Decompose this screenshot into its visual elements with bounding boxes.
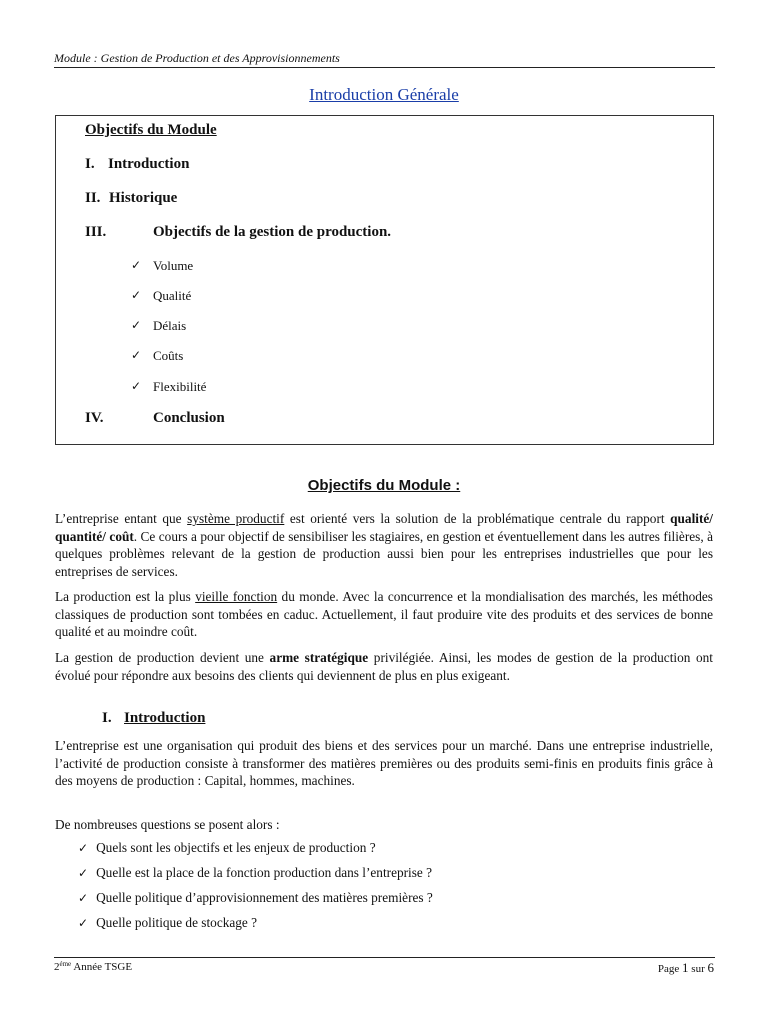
check-icon: ✓ xyxy=(131,288,142,302)
footer-rule xyxy=(54,957,715,958)
toc-item-label: Objectifs de la gestion de production. xyxy=(153,224,392,240)
paragraph-objectifs-1: L’entreprise entant que système productif est orienté vers la solution de la problématique centrale du rapport qualité/ quantité/ coût. Ce cours a pour objectif de sensibiliser les stagiaires, en gestion et éventuellement dans les autres filières, à quelques problèmes relevant de la gestion de production aussi bien pour les entreprises industrielles que pour les entreprises de services. xyxy=(55,511,713,579)
section-heading-objectifs: Objectifs du Module : xyxy=(307,477,461,494)
question-item: ✓ Quelle est la place de la fonction production dans l’entreprise ? xyxy=(78,865,433,880)
toc-box: Objectifs du Module I. Introduction II. Historique III. Objectifs de la gestion de production. ✓ Volume ✓ Qualité ✓ Délais ✓ Coûts ✓ Flexibilité IV. Conclusion xyxy=(55,115,714,445)
question-item: ✓ Quels sont les objectifs et les enjeux de production ? xyxy=(78,840,376,855)
question-item: ✓ Quelle politique de stockage ? xyxy=(78,915,258,930)
page-number: Page 1 sur 6 xyxy=(657,960,714,975)
toc-item-number: I. xyxy=(85,156,95,172)
check-icon: ✓ xyxy=(131,379,142,393)
bold-term: qualité/ quantité/ coût xyxy=(55,511,713,544)
check-icon: ✓ xyxy=(131,318,142,332)
section-title: Introduction xyxy=(124,710,206,726)
paragraph-objectifs-3: La gestion de production devient une arme stratégique privilégiée. Ainsi, les modes de gestion de la production ont évolué pour répondre aux besoins des clients qui deviennent de plus en plus exigeant. xyxy=(55,650,713,683)
toc-item-number: III. xyxy=(85,224,107,240)
toc-item-label: Conclusion xyxy=(153,410,225,426)
toc-item-label: Historique xyxy=(109,190,178,206)
toc-item-number: IV. xyxy=(85,410,104,426)
toc-heading: Objectifs du Module xyxy=(85,122,217,138)
paragraph-introduction-2: De nombreuses questions se posent alors : xyxy=(55,817,280,832)
check-icon: ✓ xyxy=(131,258,142,272)
bold-term: arme stratégique xyxy=(269,650,369,665)
question-item: ✓ Quelle politique d’approvisionnement des matières premières ? xyxy=(78,890,433,905)
toc-item-number: II. xyxy=(85,190,101,206)
check-icon: ✓ xyxy=(78,916,89,930)
underlined-term: système productif xyxy=(187,511,285,526)
check-icon: ✓ xyxy=(78,891,89,905)
paragraph-introduction-1: L’entreprise est une organisation qui produit des biens et des services pour un marché. Dans une entreprise industrielle, l’activité de production consiste à transformer des matières premières ou des produits semi-finis en produits finis grâce à des moyens de production : Capital, hommes, machines. xyxy=(55,738,713,788)
document-title: Introduction Générale xyxy=(309,85,459,104)
check-icon: ✓ xyxy=(78,841,89,855)
toc-item-label: Introduction xyxy=(108,156,190,172)
paragraph-objectifs-2: La production est la plus vieille fonction du monde. Avec la concurrence et la mondialisation des marchés, les méthodes classiques de production sont tombées en caduc. Actuellement, il faut produire vite des produits et des services de bonne qualité et au moindre coût. xyxy=(55,589,713,639)
footer-class-label: $2^{éme}$ Année TSGE xyxy=(54,960,133,973)
running-header: Module : Gestion de Production et des Approvisionnements xyxy=(54,51,340,65)
header-rule xyxy=(54,67,715,68)
check-icon: ✓ xyxy=(78,866,89,880)
underlined-term: vieille fonction xyxy=(195,589,278,604)
section-number: I. xyxy=(102,710,112,726)
check-icon: ✓ xyxy=(131,348,142,362)
